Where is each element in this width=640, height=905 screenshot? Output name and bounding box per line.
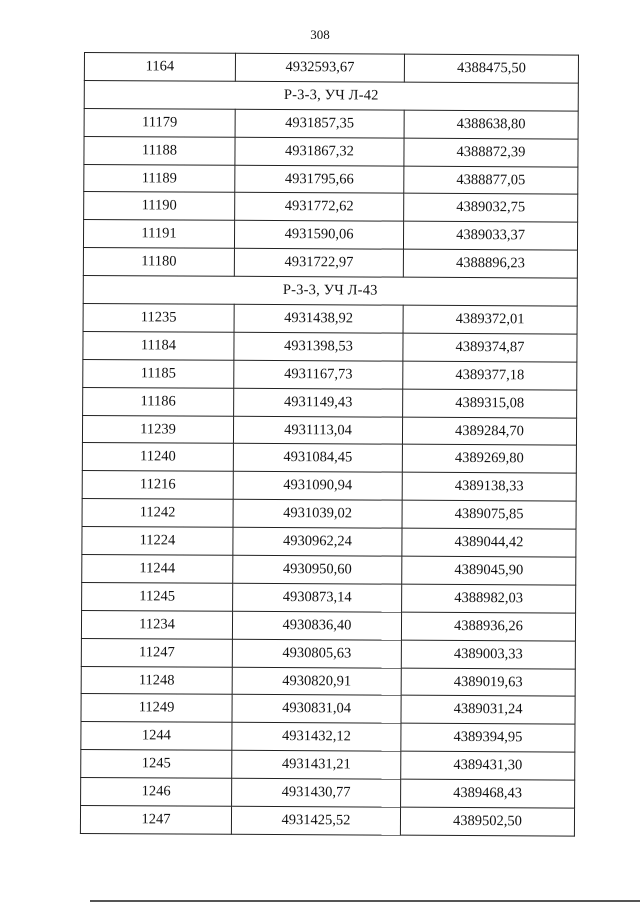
x-coordinate-cell: 4931084,45: [233, 444, 402, 473]
y-coordinate-cell: 4389431,30: [401, 751, 575, 780]
table-row: [84, 108, 578, 138]
x-coordinate-cell: 4931431,21: [232, 751, 401, 780]
point-number-cell: 11239: [82, 415, 233, 444]
y-coordinate-cell: 4389031,24: [401, 696, 575, 725]
table-row: [81, 666, 575, 696]
x-coordinate-cell: 4931430,77: [232, 778, 401, 807]
point-number-cell: 11179: [84, 108, 235, 137]
scan-edge-line: [90, 900, 640, 902]
x-coordinate-cell: 4931090,94: [233, 472, 402, 501]
point-number-cell: 1246: [81, 778, 232, 807]
point-number-cell: 11224: [82, 527, 233, 556]
x-coordinate-cell: 4930950,60: [233, 555, 402, 584]
table-row: [82, 527, 576, 557]
point-number-cell: 11235: [83, 304, 234, 333]
x-coordinate-cell: 4930873,14: [233, 583, 402, 612]
x-coordinate-cell: 4930805,63: [232, 639, 401, 668]
table-row: [80, 806, 574, 836]
y-coordinate-cell: 4389075,85: [402, 500, 576, 529]
x-coordinate-cell: 4931590,06: [234, 221, 403, 250]
x-coordinate-cell: 4931039,02: [233, 500, 402, 529]
point-number-cell: 11249: [81, 694, 232, 723]
coordinates-table: [80, 52, 579, 837]
table-row: [82, 471, 576, 501]
x-coordinate-cell: 4930962,24: [233, 527, 402, 556]
point-number-cell: 11244: [82, 555, 233, 584]
y-coordinate-cell: 4389044,42: [402, 528, 576, 557]
section-title: Р-3-3, УЧ Л-42: [84, 80, 578, 110]
x-coordinate-cell: 4931149,43: [234, 388, 403, 417]
table-row: [84, 164, 578, 194]
point-number-cell: 11216: [82, 471, 233, 500]
y-coordinate-cell: 4388982,03: [402, 584, 576, 613]
point-number-cell: 11242: [82, 499, 233, 528]
point-number-cell: 11186: [83, 387, 234, 416]
y-coordinate-cell: 4389284,70: [402, 417, 576, 446]
y-coordinate-cell: 4389377,18: [403, 361, 577, 390]
y-coordinate-cell: 4389374,87: [403, 333, 577, 362]
y-coordinate-cell: 4389019,63: [401, 668, 575, 697]
point-number-cell: 11240: [82, 443, 233, 472]
x-coordinate-cell: 4931432,12: [232, 723, 401, 752]
table-row: [82, 415, 576, 445]
y-coordinate-cell: 4388872,39: [404, 138, 578, 167]
table-row: [82, 499, 576, 529]
point-number-cell: 11188: [84, 136, 235, 165]
table-row: [82, 443, 576, 473]
table-row: [81, 750, 575, 780]
point-number-cell: 1244: [81, 722, 232, 751]
point-number-cell: 11247: [81, 638, 232, 667]
x-coordinate-cell: 4930831,04: [232, 695, 401, 724]
y-coordinate-cell: 4389032,75: [404, 194, 578, 223]
section-title: Р-3-3, УЧ Л-43: [83, 276, 577, 306]
x-coordinate-cell: 4931867,32: [235, 137, 404, 166]
x-coordinate-cell: 4931167,73: [234, 360, 403, 389]
table-row: [82, 582, 576, 612]
table-row: [83, 387, 577, 417]
table-row: [83, 304, 577, 334]
section-header-row: [84, 80, 578, 110]
point-number-cell: 1245: [81, 750, 232, 779]
table-row: [83, 248, 577, 278]
table-row: [81, 722, 575, 752]
x-coordinate-cell: 4931398,53: [234, 332, 403, 361]
y-coordinate-cell: 4389394,95: [401, 724, 575, 753]
point-number-cell: 11190: [84, 192, 235, 221]
y-coordinate-cell: 4389138,33: [402, 473, 576, 502]
y-coordinate-cell: 4389033,37: [403, 222, 577, 251]
y-coordinate-cell: 4389003,33: [401, 640, 575, 669]
coordinates-table-body: [80, 53, 578, 837]
point-number-cell: 11191: [83, 220, 234, 249]
x-coordinate-cell: 4931857,35: [235, 109, 404, 138]
y-coordinate-cell: 4389372,01: [403, 305, 577, 334]
table-row: [81, 610, 575, 640]
y-coordinate-cell: 4388638,80: [404, 110, 578, 139]
point-number-cell: 11189: [84, 164, 235, 193]
table-row: [82, 555, 576, 585]
x-coordinate-cell: 4931795,66: [235, 165, 404, 194]
table-row: [84, 192, 578, 222]
table-row: [81, 694, 575, 724]
y-coordinate-cell: 4388475,50: [404, 54, 578, 83]
point-number-cell: 11245: [82, 582, 233, 611]
point-number-cell: 11185: [83, 359, 234, 388]
table-row: [81, 638, 575, 668]
point-number-cell: 11180: [83, 248, 234, 277]
x-coordinate-cell: 4932593,67: [235, 53, 404, 82]
point-number-cell: 11234: [81, 610, 232, 639]
point-number-cell: 1164: [84, 53, 235, 82]
x-coordinate-cell: 4931772,62: [235, 193, 404, 222]
table-row: [83, 220, 577, 250]
y-coordinate-cell: 4389045,90: [402, 556, 576, 585]
x-coordinate-cell: 4930836,40: [232, 611, 401, 640]
table-row: [83, 331, 577, 361]
table-row: [84, 53, 578, 83]
y-coordinate-cell: 4389315,08: [403, 389, 577, 418]
point-number-cell: 11248: [81, 666, 232, 695]
table-row: [83, 359, 577, 389]
y-coordinate-cell: 4389468,43: [401, 779, 575, 808]
x-coordinate-cell: 4931722,97: [234, 249, 403, 278]
x-coordinate-cell: 4931113,04: [233, 416, 402, 445]
y-coordinate-cell: 4388896,23: [403, 249, 577, 278]
section-header-row: [83, 276, 577, 306]
point-number-cell: 1247: [80, 806, 231, 835]
page-number: 308: [310, 27, 330, 42]
table-row: [81, 778, 575, 808]
table-row: [84, 136, 578, 166]
y-coordinate-cell: 4388877,05: [404, 166, 578, 195]
x-coordinate-cell: 4931438,92: [234, 304, 403, 333]
y-coordinate-cell: 4389269,80: [402, 445, 576, 474]
y-coordinate-cell: 4389502,50: [400, 807, 574, 836]
y-coordinate-cell: 4388936,26: [401, 612, 575, 641]
x-coordinate-cell: 4930820,91: [232, 667, 401, 696]
x-coordinate-cell: 4931425,52: [231, 806, 400, 835]
point-number-cell: 11184: [83, 331, 234, 360]
